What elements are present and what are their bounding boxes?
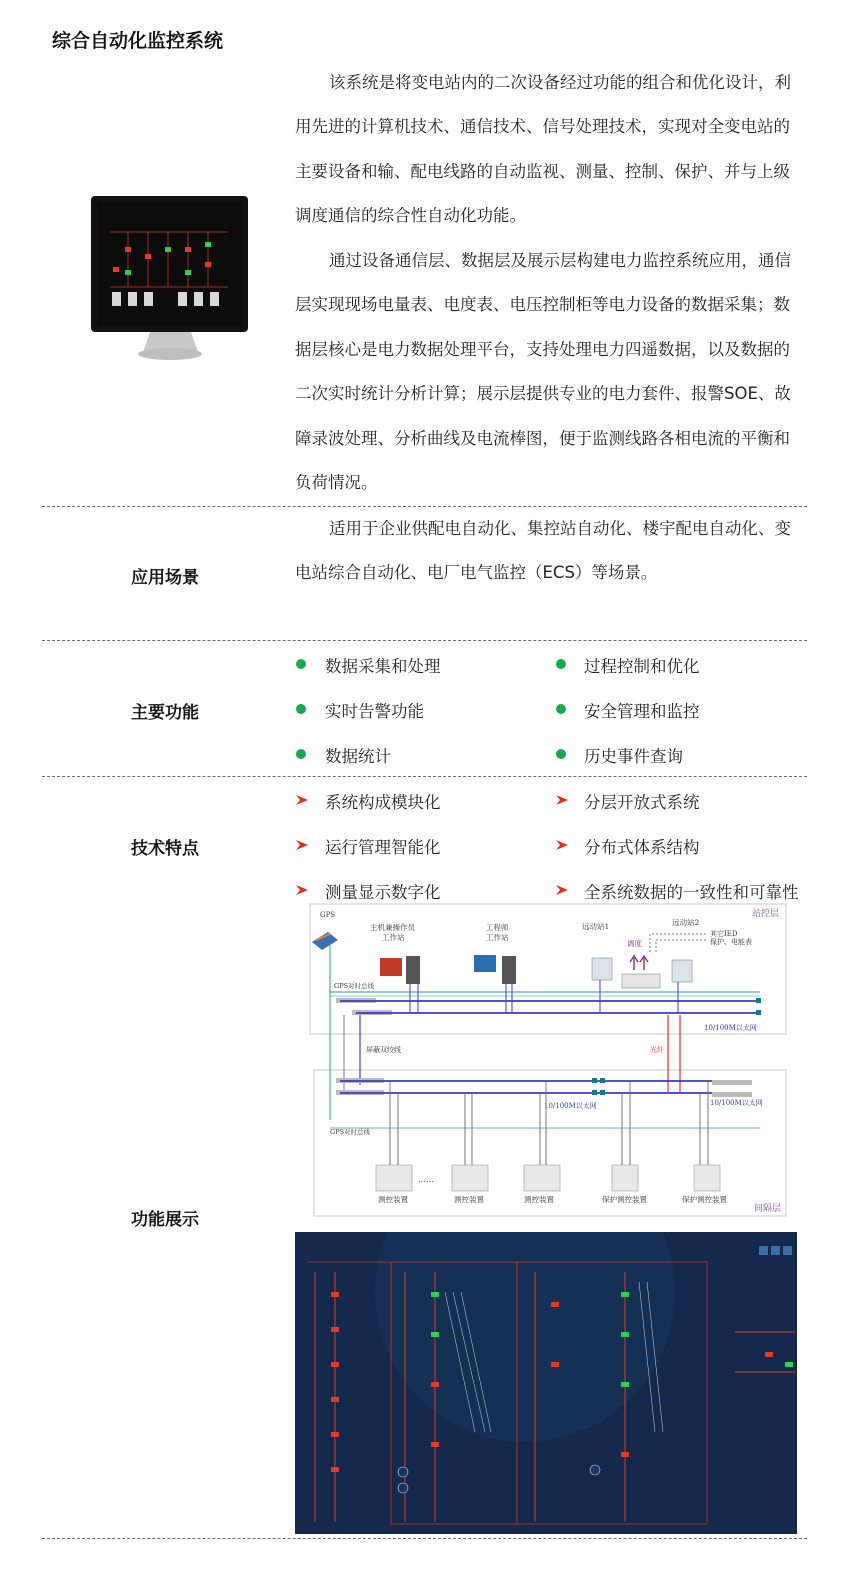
scada-screenshot — [295, 1232, 797, 1534]
bullet-dot-icon — [556, 749, 566, 759]
ethernet-bay-left-label: 10/100M以太网 — [544, 1102, 597, 1110]
arrow-bullet-icon — [555, 839, 569, 851]
engineer-monitor-icon — [474, 955, 496, 972]
device-label: 测控装置 — [524, 1195, 554, 1204]
protection-device-icon — [612, 1165, 638, 1191]
dispatch-label: 调度 — [627, 939, 642, 948]
bullet-dot-icon — [556, 704, 566, 714]
tech-item: 系统构成模块化 — [325, 793, 441, 812]
bullet-dot-icon — [296, 704, 306, 714]
remote-station-1-icon — [592, 958, 612, 980]
ethernet-bay-right-label: 10/100M以太网 — [710, 1099, 763, 1107]
gps-bus-top-label: GPS对时总线 — [334, 982, 375, 990]
layer-bay-label: 间隔层 — [754, 1204, 782, 1214]
ellipsis-label: …… — [418, 1175, 434, 1184]
ethernet-top-label: 10/100M以太网 — [704, 1024, 757, 1032]
function-item: 数据采集和处理 — [325, 657, 441, 676]
divider — [42, 776, 807, 777]
other-ied-label: 其它IED — [710, 930, 738, 938]
gps-label: GPS — [320, 911, 336, 919]
bullet-dot-icon — [296, 659, 306, 669]
page-title: 综合自动化监控系统 — [52, 30, 224, 52]
function-item: 安全管理和监控 — [584, 702, 700, 721]
measure-control-device-icon — [376, 1165, 412, 1191]
application-text: 适用于企业供配电自动化、集控站自动化、楼宇配电自动化、变电站综合自动化、电厂电气监控（ECS）等场景。 — [295, 519, 791, 583]
functions-label: 主要功能 — [131, 703, 199, 723]
engineer-station-label: 工程师 — [486, 923, 509, 932]
system-architecture-diagram — [300, 900, 790, 1220]
monitor-illustration — [88, 192, 253, 367]
protection-device-icon — [694, 1165, 720, 1191]
gateway-icon — [622, 974, 660, 988]
measure-control-device-icon — [524, 1165, 560, 1191]
showcase-label: 功能展示 — [131, 1210, 199, 1230]
tech-item: 运行管理智能化 — [325, 838, 441, 857]
intro-paragraph-2: 通过设备通信层、数据层及展示层构建电力监控系统应用，通信层实现现场电量表、电度表、电压控制柜等电力设备的数据采集；数据层核心是电力数据处理平台，支持处理电力四遥数据，以及数据的二次实时统计分析计算；展示层提供专业的电力套件、报警SOE、故障录波处理、分析曲线及电流棒图，便于监测线路各相电流的平衡和负荷情况。 — [295, 251, 791, 493]
divider — [42, 640, 807, 641]
arrow-bullet-icon — [295, 794, 309, 806]
tech-item: 分布式体系结构 — [584, 838, 700, 857]
application-label: 应用场景 — [131, 568, 199, 588]
switch-icon — [712, 1092, 752, 1097]
arrow-bullet-icon — [555, 794, 569, 806]
tech-label: 技术特点 — [131, 839, 199, 859]
remote-station-2-label: 远动站2 — [672, 918, 700, 927]
arrow-bullet-icon — [295, 839, 309, 851]
measure-control-device-icon — [452, 1165, 488, 1191]
optical-fiber-label: 光纤 — [650, 1046, 664, 1054]
remote-station-2-icon — [672, 960, 692, 982]
device-label: 测控装置 — [378, 1195, 408, 1204]
function-item: 过程控制和优化 — [584, 657, 700, 676]
engineer-pc-icon — [502, 956, 516, 984]
intro-paragraph-1: 该系统是将变电站内的二次设备经过功能的组合和优化设计，利用先进的计算机技术、通信技术、信号处理技术，实现对全变电站的主要设备和输、配电线路的自动监视、测量、控制、保护、并与上级调度通信的综合性自动化功能。 — [295, 73, 791, 226]
layer-station-label: 站控层 — [752, 909, 780, 919]
operator-station-label: 主机兼操作员 — [370, 923, 415, 932]
function-item: 实时告警功能 — [325, 702, 424, 721]
divider — [42, 1538, 807, 1539]
switch-icon — [712, 1080, 752, 1085]
device-label: 保护测控装置 — [682, 1195, 727, 1204]
bullet-dot-icon — [296, 749, 306, 759]
operator-station-label-2: 工作站 — [382, 933, 405, 942]
engineer-station-label-2: 工作站 — [486, 933, 509, 942]
remote-station-1-label: 远动站1 — [582, 922, 610, 931]
device-label: 测控装置 — [454, 1195, 484, 1204]
device-label: 保护测控装置 — [602, 1195, 647, 1204]
gps-bus-bottom-label: GPS对时总线 — [330, 1128, 371, 1136]
operator-monitor-icon — [380, 958, 402, 976]
tech-item: 全系统数据的一致性和可靠性 — [584, 883, 799, 902]
arrow-bullet-icon — [555, 884, 569, 896]
function-item: 历史事件查询 — [584, 747, 683, 766]
bullet-dot-icon — [556, 659, 566, 669]
tech-item: 分层开放式系统 — [584, 793, 700, 812]
arrow-bullet-icon — [295, 884, 309, 896]
function-item: 数据统计 — [325, 747, 391, 766]
shielded-pair-label: 屏蔽双绞线 — [366, 1046, 401, 1054]
operator-pc-icon — [406, 956, 420, 984]
tech-item: 测量显示数字化 — [325, 883, 441, 902]
other-ied-label-2: 保护、电能表 — [710, 938, 752, 946]
